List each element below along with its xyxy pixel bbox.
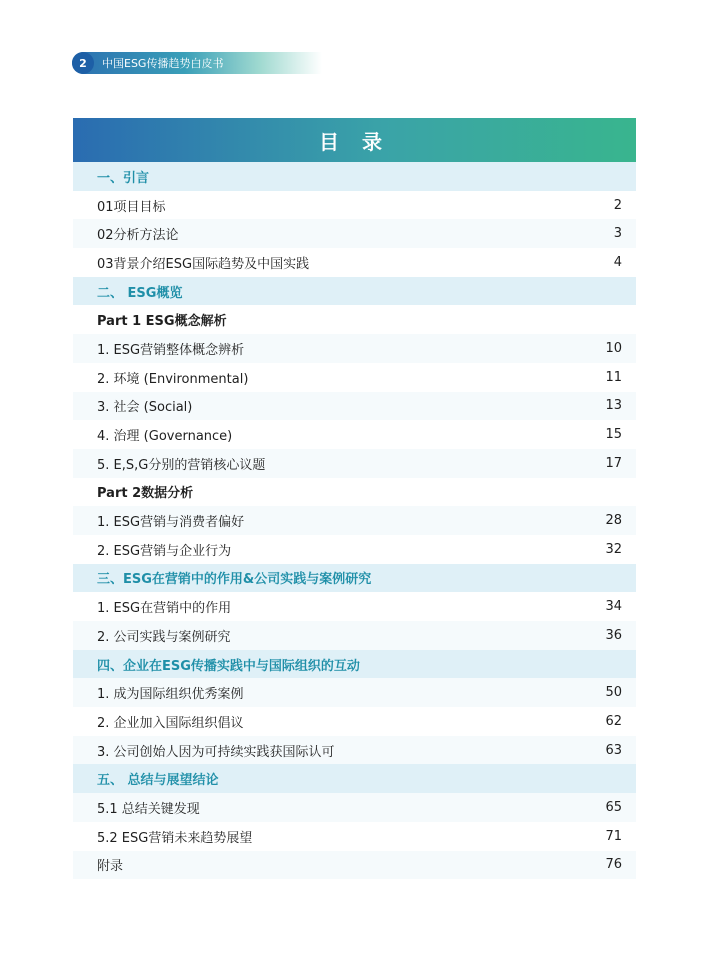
- toc-page-number: 3: [613, 226, 622, 242]
- toc-page-number: 28: [605, 513, 622, 529]
- toc-entry[interactable]: [73, 535, 636, 564]
- toc-entry[interactable]: [73, 506, 636, 535]
- toc-section-heading: [73, 564, 636, 593]
- toc-page-number: 62: [605, 713, 622, 729]
- toc-page-number: 34: [605, 599, 622, 615]
- document-title: 中国ESG传播趋势白皮书: [102, 57, 224, 70]
- toc-entry[interactable]: [73, 248, 636, 277]
- toc-label: 1. ESG在营销中的作用: [97, 601, 232, 617]
- toc-label: 03背景介绍ESG国际趋势及中国实践: [97, 256, 310, 272]
- toc-page-number: 15: [605, 427, 622, 443]
- toc-entry[interactable]: [73, 736, 636, 765]
- toc-section-heading: [73, 277, 636, 306]
- toc-section-heading: [73, 764, 636, 793]
- toc-label: 2. ESG营销与企业行为: [97, 543, 232, 559]
- toc-label: 2. 环境 (Environmental): [97, 371, 249, 387]
- toc-page-number: 36: [605, 627, 622, 643]
- toc-label: 五、 总结与展望结论: [97, 773, 219, 789]
- toc-page-number: 13: [605, 398, 622, 414]
- toc-label: 1. 成为国际组织优秀案例: [97, 687, 244, 703]
- toc-entry[interactable]: [73, 219, 636, 248]
- toc-page-number: 65: [605, 799, 622, 815]
- toc-label: 02分析方法论: [97, 228, 179, 244]
- toc-page-number: 63: [605, 742, 622, 758]
- toc-label: 三、ESG在营销中的作用&公司实践与案例研究: [97, 572, 372, 588]
- table-of-contents: [73, 118, 636, 879]
- toc-entry[interactable]: [73, 678, 636, 707]
- toc-entry[interactable]: [73, 851, 636, 880]
- toc-page-number: 32: [605, 541, 622, 557]
- header-band: [72, 52, 322, 74]
- toc-label: 3. 公司创始人因为可持续实践获国际认可: [97, 744, 335, 760]
- toc-section-heading: [73, 162, 636, 191]
- toc-page-number: 17: [605, 455, 622, 471]
- toc-page-number: 11: [605, 369, 622, 385]
- toc-label: 四、企业在ESG传播实践中与国际组织的互动: [97, 658, 360, 674]
- toc-label: 2. 公司实践与案例研究: [97, 629, 231, 645]
- toc-label: 二、 ESG概览: [97, 285, 183, 301]
- toc-label: 一、引言: [97, 170, 150, 186]
- toc-entry[interactable]: [73, 793, 636, 822]
- toc-entry[interactable]: [73, 420, 636, 449]
- toc-label: 4. 治理 (Governance): [97, 429, 233, 445]
- toc-rows: [73, 162, 636, 879]
- toc-title: 目 录: [73, 118, 636, 162]
- page-number: 2: [72, 52, 94, 74]
- toc-entry[interactable]: [73, 334, 636, 363]
- toc-label: Part 1 ESG概念解析: [97, 314, 227, 330]
- toc-page-number: 50: [605, 685, 622, 701]
- toc-entry[interactable]: [73, 621, 636, 650]
- toc-label: 5. E,S,G分别的营销核心议题: [97, 457, 266, 473]
- toc-section-heading: [73, 650, 636, 679]
- toc-entry[interactable]: [73, 822, 636, 851]
- toc-entry[interactable]: [73, 191, 636, 220]
- toc-page-number: 2: [613, 197, 622, 213]
- toc-label: Part 2数据分析: [97, 486, 194, 502]
- toc-entry[interactable]: [73, 707, 636, 736]
- toc-page-number: 71: [605, 828, 622, 844]
- toc-entry[interactable]: [73, 449, 636, 478]
- toc-label: 01项目目标: [97, 199, 166, 215]
- toc-page-number: 76: [605, 857, 622, 873]
- toc-page-number: 4: [613, 254, 622, 270]
- toc-page-number: 10: [605, 340, 622, 356]
- toc-label: 3. 社会 (Social): [97, 400, 193, 416]
- toc-label: 附录: [97, 859, 124, 875]
- toc-entry[interactable]: [73, 392, 636, 421]
- toc-label: 5.1 总结关键发现: [97, 801, 200, 817]
- toc-entry[interactable]: [73, 592, 636, 621]
- toc-label: 5.2 ESG营销未来趋势展望: [97, 830, 253, 846]
- toc-part-heading: [73, 478, 636, 507]
- toc-label: 2. 企业加入国际组织倡议: [97, 715, 244, 731]
- toc-entry[interactable]: [73, 363, 636, 392]
- toc-label: 1. ESG营销与消费者偏好: [97, 515, 245, 531]
- toc-part-heading: [73, 305, 636, 334]
- toc-label: 1. ESG营销整体概念辨析: [97, 342, 245, 358]
